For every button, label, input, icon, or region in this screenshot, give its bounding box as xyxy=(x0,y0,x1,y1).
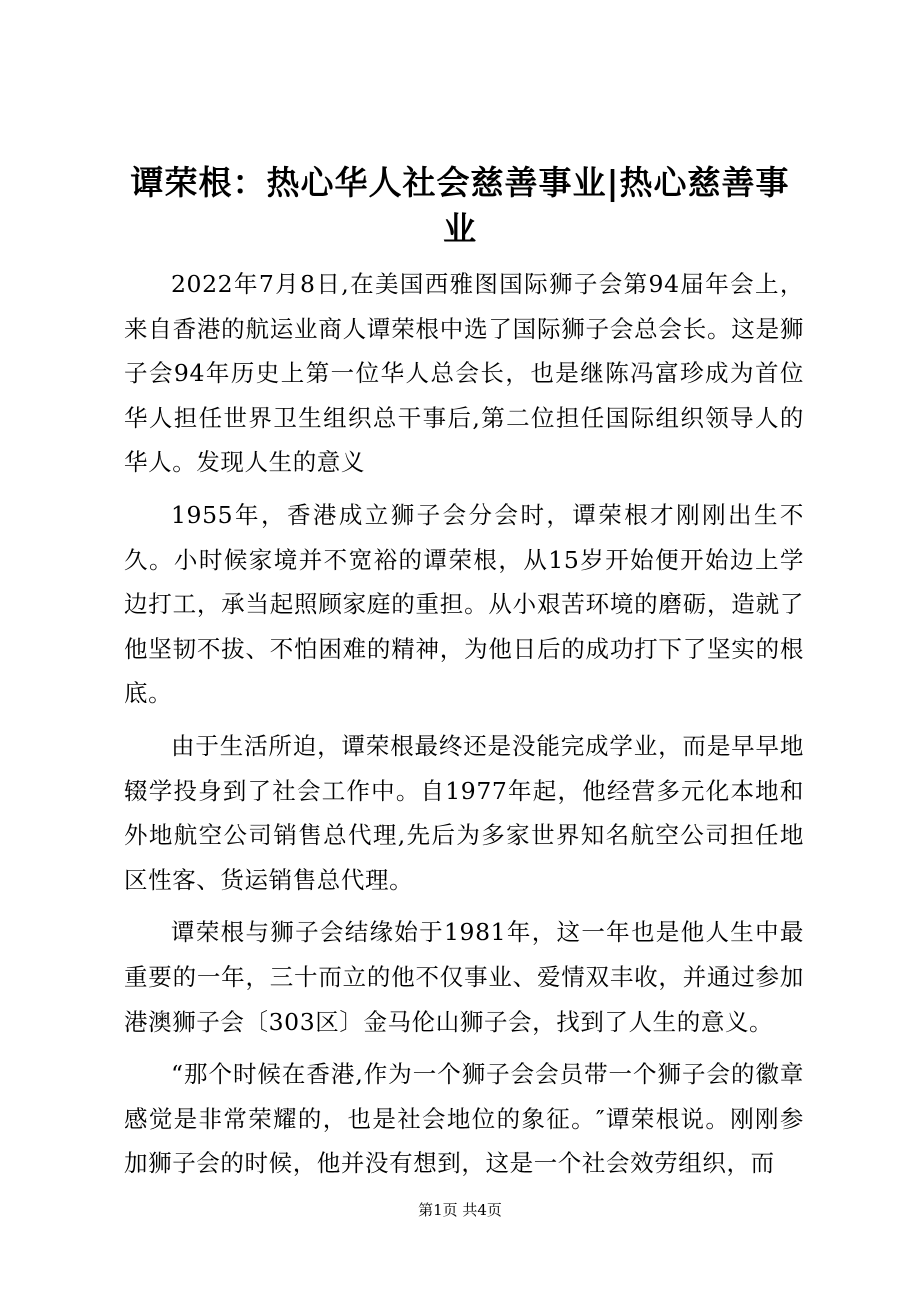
document-body xyxy=(124,262,804,1194)
paragraph: 由于生活所迫，谭荣根最终还是没能完成学业，而是早早地辍学投身到了社会工作中。自1977年起，他经营多元化本地和外地航空公司销售总代理,先后为多家世界知名航空公司担任地区性客、货运销售总代理。 xyxy=(124,731,804,894)
document-title: 谭荣根：热心华人社会慈善事业|热心慈善事业 xyxy=(130,163,790,248)
paragraph: 谭荣根与狮子会结缘始于1981年，这一年也是他人生中最重要的一年，三十而立的他不仅事业、爱情双丰收，并通过参加港澳狮子会〔303区〕金马伦山狮子会，找到了人生的意义。 xyxy=(124,918,804,1036)
page-footer xyxy=(0,1198,920,1222)
paragraph: 1955年，香港成立狮子会分会时，谭荣根才刚刚出生不久。小时候家境并不宽裕的谭荣根，从15岁开始便开始边上学边打工，承当起照顾家庭的重担。从小艰苦环境的磨砺，造就了他坚韧不拔、不怕困难的精神，为他日后的成功打下了坚实的根底。 xyxy=(124,500,804,708)
paragraph: 2022年7月8日,在美国西雅图国际狮子会第94届年会上，来自香港的航运业商人谭荣根中选了国际狮子会总会长。这是狮子会94年历史上第一位华人总会长，也是继陈冯富珍成为首位华人担任世界卫生组织总干事后,第二位担任国际组织领导人的华人。发现人生的意义 xyxy=(124,270,804,477)
paragraph: “那个时候在香港,作为一个狮子会会员带一个狮子会的徽章感觉是非常荣耀的，也是社会地位的象征。″谭荣根说。刚刚参加狮子会的时候，他并没有想到，这是一个社会效劳组织，而 xyxy=(124,1060,804,1178)
page-number-indicator: 第1页 共4页 xyxy=(418,1201,502,1219)
